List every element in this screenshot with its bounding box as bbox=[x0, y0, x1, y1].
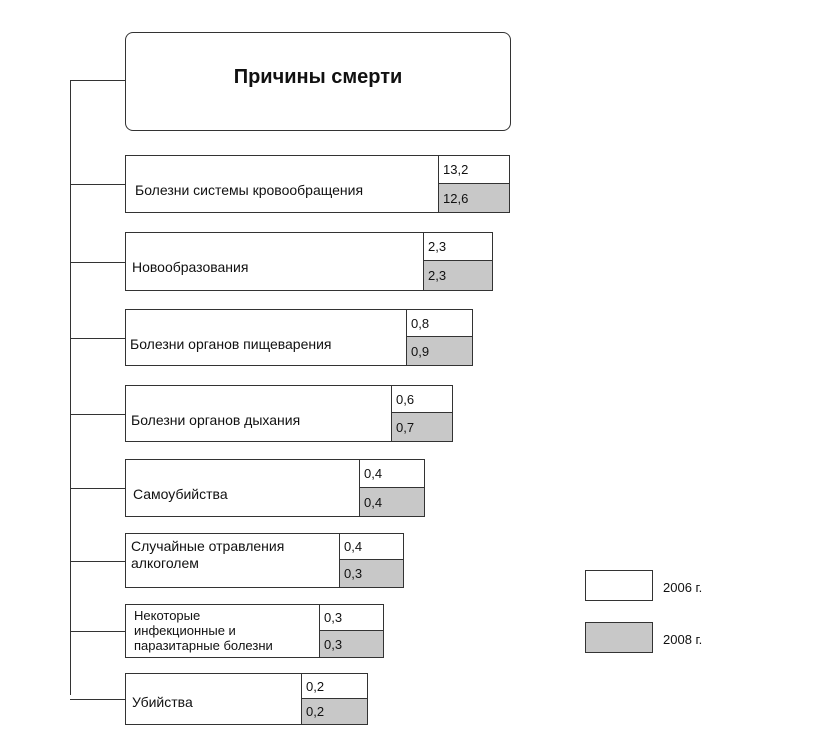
legend-swatch-2006 bbox=[585, 570, 653, 601]
connector-cause bbox=[70, 338, 125, 339]
value-2008: 2,3 bbox=[423, 261, 492, 290]
cause-box bbox=[125, 155, 510, 213]
title-box bbox=[125, 32, 511, 131]
cause-box bbox=[125, 385, 453, 442]
value-2006: 0,4 bbox=[339, 534, 403, 560]
diagram-title: Причины смерти bbox=[233, 66, 403, 88]
cause-label: Новообразования bbox=[132, 259, 249, 275]
connector-cause bbox=[70, 262, 125, 263]
cause-label: Болезни органов дыхания bbox=[131, 412, 301, 428]
value-2008: 0,7 bbox=[391, 413, 452, 441]
cause-label: Самоубийства bbox=[133, 486, 228, 502]
cause-box bbox=[125, 459, 425, 517]
connector-cause bbox=[70, 561, 125, 562]
cause-box bbox=[125, 533, 404, 588]
value-2008: 0,9 bbox=[406, 337, 472, 365]
value-2008: 0,4 bbox=[359, 488, 424, 516]
value-2008: 0,3 bbox=[319, 631, 383, 657]
cause-label: Убийства bbox=[132, 694, 193, 710]
value-2006: 13,2 bbox=[438, 156, 509, 184]
legend-swatch-2008 bbox=[585, 622, 653, 653]
cause-label: Случайные отравления алкоголем bbox=[131, 538, 285, 571]
connector-trunk bbox=[70, 80, 71, 695]
value-2006: 0,4 bbox=[359, 460, 424, 488]
value-2008: 0,3 bbox=[339, 560, 403, 587]
value-2006: 0,3 bbox=[319, 605, 383, 631]
value-2008: 12,6 bbox=[438, 184, 509, 212]
connector-cause bbox=[70, 631, 125, 632]
value-2006: 0,8 bbox=[406, 310, 472, 337]
connector-cause bbox=[70, 414, 125, 415]
cause-label: Некоторые инфекционные и паразитарные болезни bbox=[134, 608, 273, 653]
value-2006: 0,2 bbox=[301, 674, 367, 699]
value-2008: 0,2 bbox=[301, 699, 367, 724]
legend-label-2006: 2006 г. bbox=[663, 580, 703, 595]
cause-label: Болезни органов пищеварения bbox=[130, 336, 332, 352]
value-2006: 0,6 bbox=[391, 386, 452, 413]
cause-box bbox=[125, 604, 384, 658]
legend-label-2008: 2008 г. bbox=[663, 632, 703, 647]
cause-box bbox=[125, 232, 493, 291]
connector-cause bbox=[70, 184, 125, 185]
connector-cause bbox=[70, 699, 125, 700]
cause-box bbox=[125, 673, 368, 725]
connector-cause bbox=[70, 488, 125, 489]
connector-title bbox=[70, 80, 125, 81]
cause-box bbox=[125, 309, 473, 366]
value-2006: 2,3 bbox=[423, 233, 492, 261]
cause-label: Болезни системы кровообращения bbox=[135, 182, 364, 198]
